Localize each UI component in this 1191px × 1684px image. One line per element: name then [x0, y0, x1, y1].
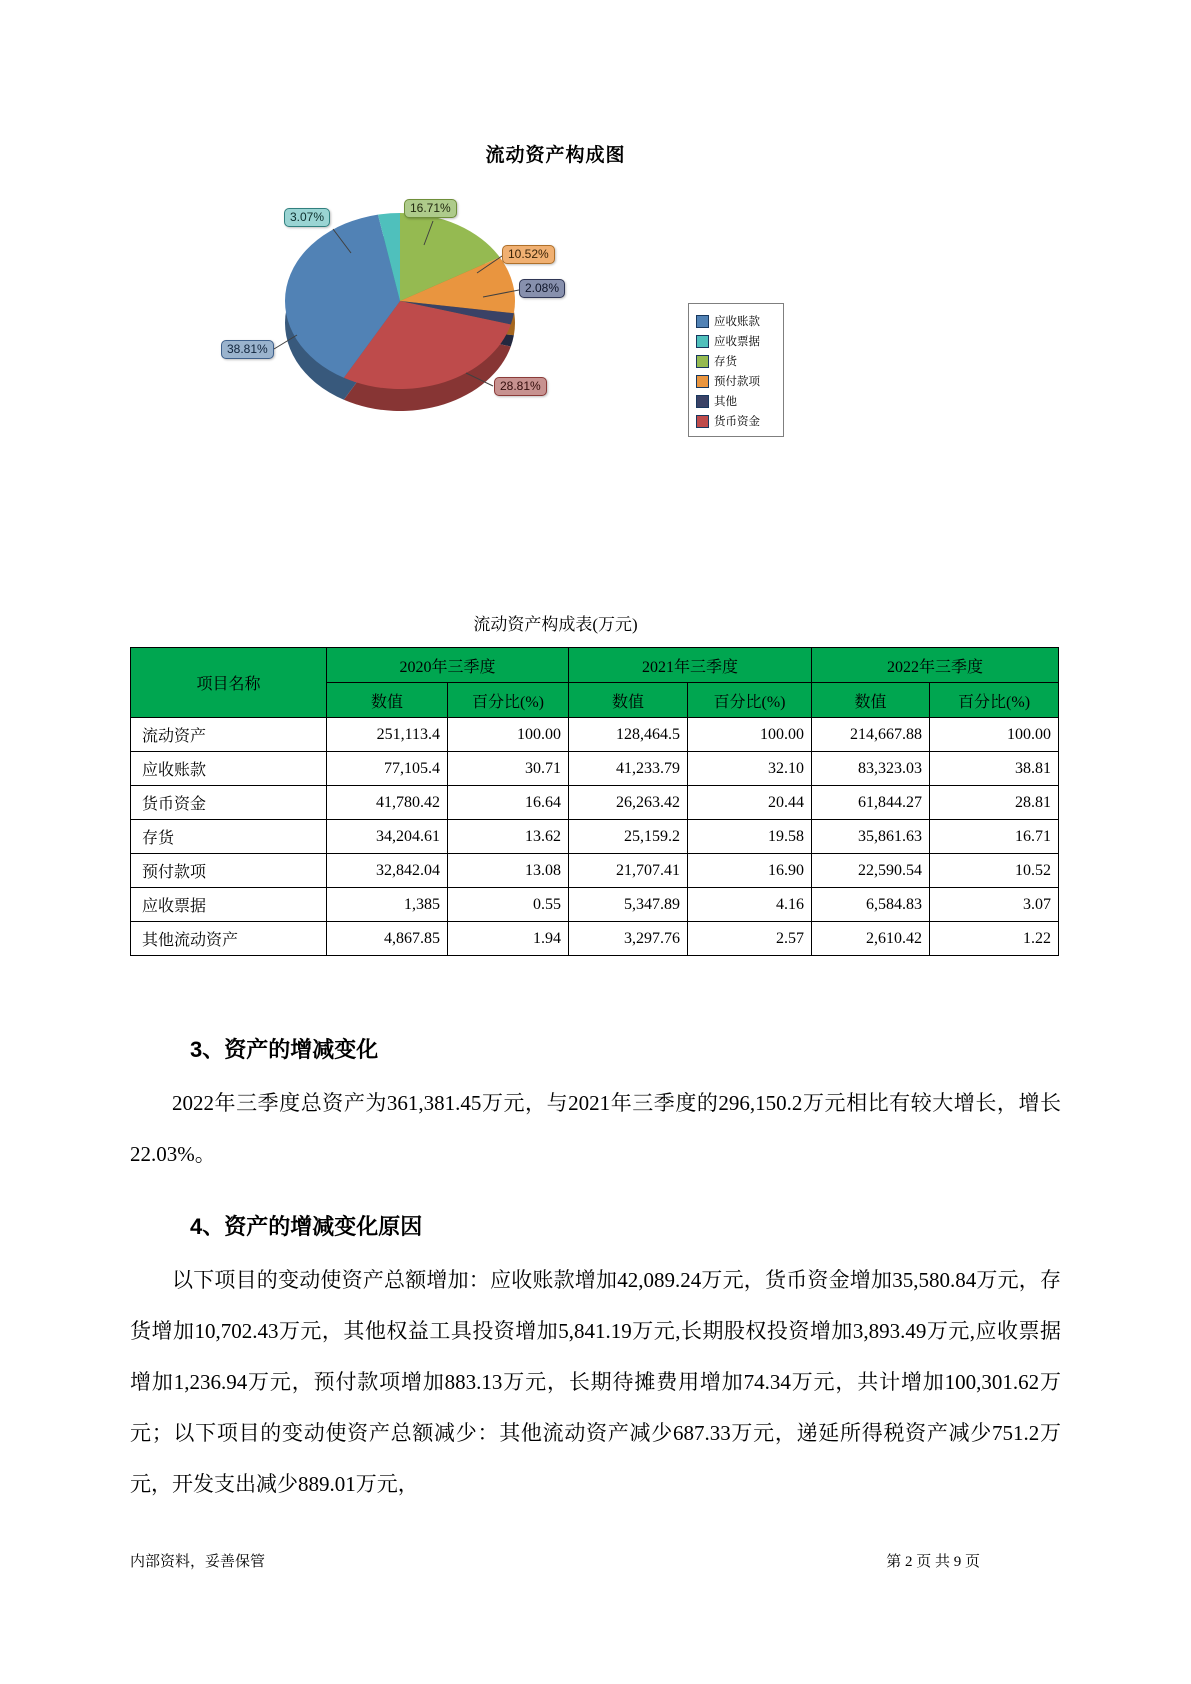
table-cell: 100.00 — [688, 718, 812, 752]
legend-swatch — [696, 415, 709, 428]
table-cell: 35,861.63 — [812, 820, 930, 854]
table-year-header-2020: 2020年三季度 — [327, 648, 569, 683]
pie-label-callout: 28.81% — [494, 377, 547, 396]
table-cell: 2,610.42 — [812, 922, 930, 956]
table-cell: 38.81 — [930, 752, 1059, 786]
legend-item — [696, 411, 777, 431]
table-cell: 16.71 — [930, 820, 1059, 854]
footer-note: 内部资料，妥善保管 — [130, 1554, 266, 1570]
table-cell: 30.71 — [448, 752, 569, 786]
table-cell: 41,780.42 — [327, 786, 448, 820]
legend-swatch — [696, 315, 709, 328]
pie-label-callout: 10.52% — [502, 245, 555, 264]
row-label: 货币资金 — [131, 786, 327, 820]
legend-item — [696, 311, 777, 331]
legend-label: 应收账款 — [714, 316, 760, 328]
table-cell: 3,297.76 — [569, 922, 688, 956]
pie-chart-svg — [130, 183, 1061, 445]
table-year-header-2021: 2021年三季度 — [569, 648, 812, 683]
table-cell: 41,233.79 — [569, 752, 688, 786]
assets-table-body — [131, 718, 1059, 956]
table-year-header-2022: 2022年三季度 — [812, 648, 1059, 683]
table-row — [131, 820, 1059, 854]
pie-label-callout: 3.07% — [284, 208, 330, 227]
table-subheader-pct: 百分比(%) — [688, 683, 812, 718]
pie-label-callout: 16.71% — [404, 199, 457, 218]
section-3-paragraph: 2022年三季度总资产为361,381.45万元，与2021年三季度的296,150.2万元相比有较大增长，增长22.03%。 — [130, 1091, 1061, 1166]
table-cell: 61,844.27 — [812, 786, 930, 820]
table-block — [130, 610, 1061, 956]
table-cell: 13.08 — [448, 854, 569, 888]
table-cell: 251,113.4 — [327, 718, 448, 752]
table-cell: 32.10 — [688, 752, 812, 786]
table-cell: 10.52 — [930, 854, 1059, 888]
legend-item — [696, 351, 777, 371]
legend-item — [696, 371, 777, 391]
legend-swatch — [696, 395, 709, 408]
table-cell: 3.07 — [930, 888, 1059, 922]
text-block — [130, 1003, 1061, 1510]
chart-title: 流动资产构成图 — [485, 145, 626, 166]
table-cell: 34,204.61 — [327, 820, 448, 854]
row-label: 存货 — [131, 820, 327, 854]
row-label: 应收票据 — [131, 888, 327, 922]
table-cell: 2.57 — [688, 922, 812, 956]
table-row — [131, 786, 1059, 820]
table-row — [131, 718, 1059, 752]
legend-label: 货币资金 — [714, 416, 760, 428]
pie-chart — [130, 183, 1061, 445]
table-row — [131, 854, 1059, 888]
legend-swatch — [696, 355, 709, 368]
chart-legend — [688, 303, 784, 437]
table-corner-header: 项目名称 — [131, 648, 327, 718]
legend-item — [696, 391, 777, 411]
section-heading-3: 3、资产的增减变化 — [190, 1037, 379, 1062]
legend-label: 其他 — [714, 396, 737, 408]
table-cell: 28.81 — [930, 786, 1059, 820]
table-cell: 16.64 — [448, 786, 569, 820]
table-cell: 100.00 — [448, 718, 569, 752]
chart-block — [130, 140, 1061, 445]
section-4-paragraph: 以下项目的变动使资产总额增加：应收账款增加42,089.24万元，货币资金增加35,580.84万元，存货增加10,702.43万元，其他权益工具投资增加5,841.19万元,长期股权投资增加3,893.49万元,应收票据增加1,236.94万元，预付款项增加883.13万元，长期待摊费用增加74.34万元，共计增加100,301.62万元；以下项目的变动使资产总额减少：其他流动资产减少687.33万元，递延所得税资产减少751.2万元，开发支出减少889.01万元， — [130, 1268, 1061, 1496]
table-cell: 13.62 — [448, 820, 569, 854]
table-cell: 19.58 — [688, 820, 812, 854]
page-number: 第 2 页 共 9 页 — [886, 1554, 980, 1570]
table-cell: 83,323.03 — [812, 752, 930, 786]
row-label: 应收账款 — [131, 752, 327, 786]
table-cell: 20.44 — [688, 786, 812, 820]
table-subheader-value: 数值 — [569, 683, 688, 718]
assets-table — [130, 647, 1059, 956]
table-cell: 100.00 — [930, 718, 1059, 752]
table-title: 流动资产构成表(万元) — [473, 615, 638, 634]
legend-label: 存货 — [714, 356, 737, 368]
section-heading-4: 4、资产的增减变化原因 — [190, 1214, 423, 1239]
legend-label: 应收票据 — [714, 336, 760, 348]
table-cell: 1.22 — [930, 922, 1059, 956]
table-cell: 16.90 — [688, 854, 812, 888]
table-cell: 26,263.42 — [569, 786, 688, 820]
table-subheader-value: 数值 — [812, 683, 930, 718]
table-subheader-pct: 百分比(%) — [448, 683, 569, 718]
pie-label-callout: 38.81% — [221, 340, 274, 359]
table-cell: 21,707.41 — [569, 854, 688, 888]
legend-item — [696, 331, 777, 351]
row-label: 流动资产 — [131, 718, 327, 752]
legend-swatch — [696, 335, 709, 348]
table-cell: 0.55 — [448, 888, 569, 922]
table-subheader-value: 数值 — [327, 683, 448, 718]
pie-label-callout: 2.08% — [519, 279, 565, 298]
table-cell: 214,667.88 — [812, 718, 930, 752]
table-cell: 6,584.83 — [812, 888, 930, 922]
table-cell: 4,867.85 — [327, 922, 448, 956]
table-cell: 1,385 — [327, 888, 448, 922]
row-label: 预付款项 — [131, 854, 327, 888]
table-cell: 77,105.4 — [327, 752, 448, 786]
row-label: 其他流动资产 — [131, 922, 327, 956]
table-cell: 4.16 — [688, 888, 812, 922]
table-cell: 22,590.54 — [812, 854, 930, 888]
table-subheader-pct: 百分比(%) — [930, 683, 1059, 718]
table-row — [131, 752, 1059, 786]
table-row — [131, 922, 1059, 956]
table-cell: 1.94 — [448, 922, 569, 956]
table-cell: 5,347.89 — [569, 888, 688, 922]
legend-label: 预付款项 — [714, 376, 760, 388]
legend-swatch — [696, 375, 709, 388]
table-cell: 128,464.5 — [569, 718, 688, 752]
table-cell: 32,842.04 — [327, 854, 448, 888]
table-cell: 25,159.2 — [569, 820, 688, 854]
table-row — [131, 888, 1059, 922]
page-footer — [130, 1550, 1060, 1571]
